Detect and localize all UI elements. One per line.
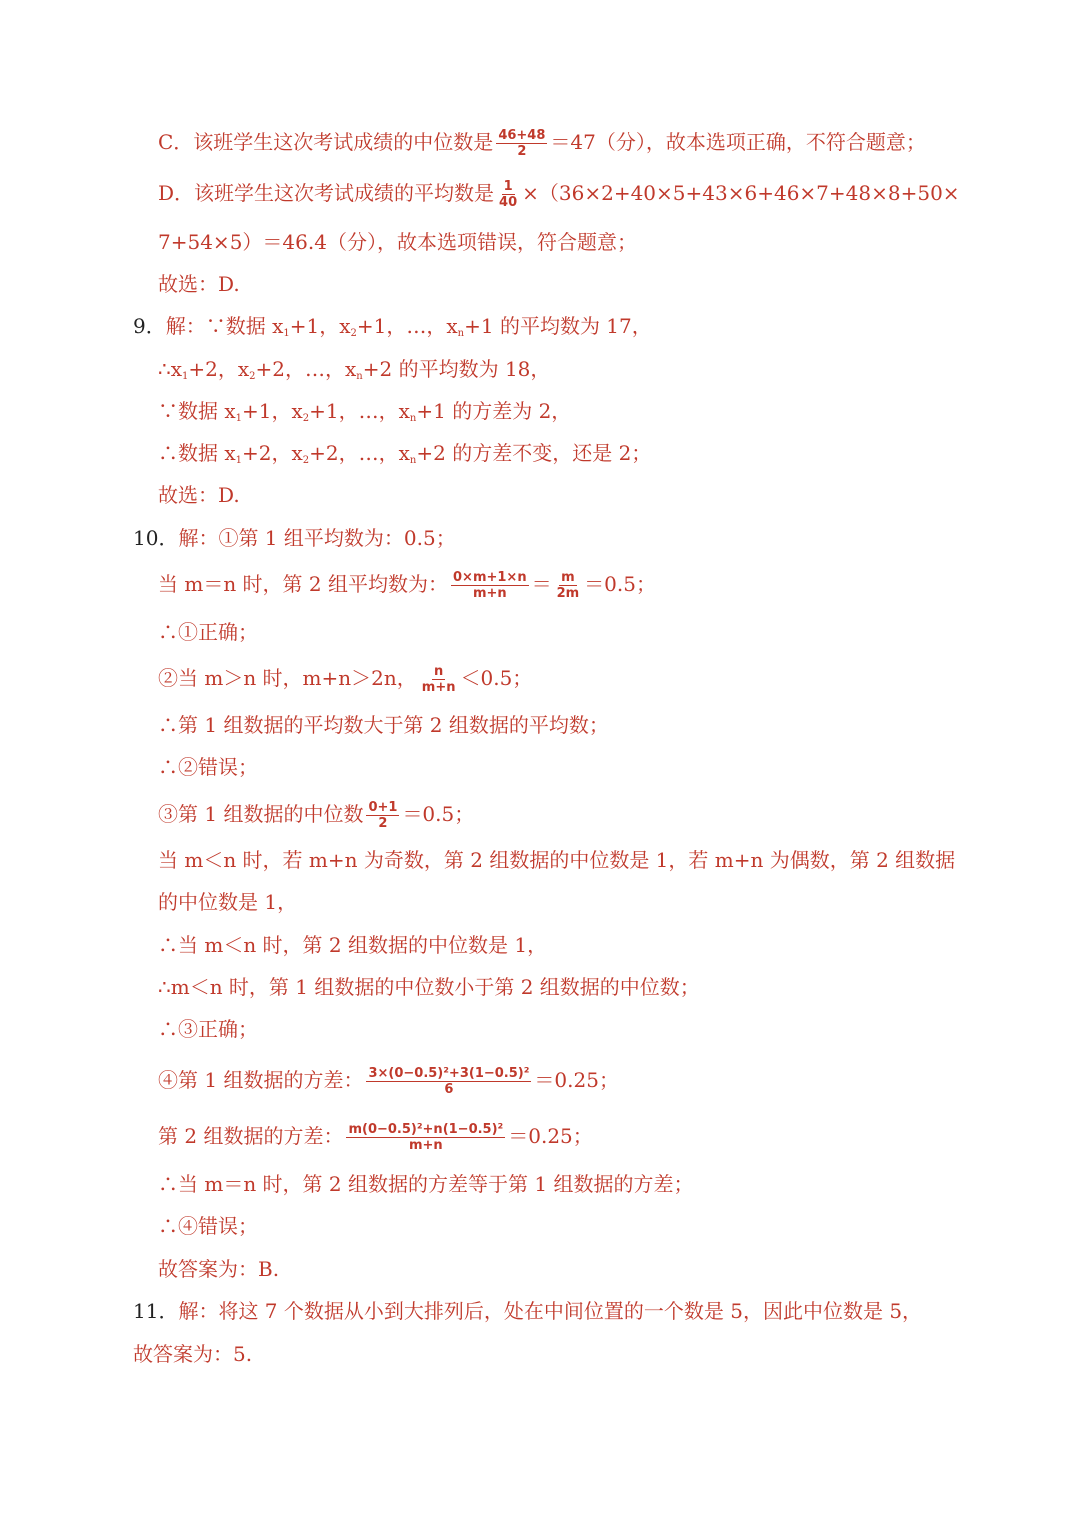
fraction (496, 128, 547, 159)
fraction (366, 1066, 531, 1097)
text: ×（36×2+40×5+43×6+46×7+48×8+50× (522, 181, 960, 205)
line-q10-3: ∴①正确； (158, 620, 258, 644)
text: +2 的方差不变，还是 2； (416, 441, 652, 465)
numerator: 0+1 (368, 800, 398, 815)
subscript: n (409, 455, 417, 466)
subscript: n (356, 371, 363, 382)
subscript: 2 (302, 413, 310, 424)
text: +2 的平均数为 18， (362, 357, 551, 381)
text: ②当 m＞n 时，m+n＞2n， (158, 666, 417, 690)
question-number: 10． (133, 526, 179, 550)
text: ＜0.5； (460, 666, 533, 690)
line-q9-3 (158, 396, 571, 426)
question-number: 11． (133, 1299, 179, 1323)
subscript: 1 (235, 413, 243, 424)
line-option-d-cont: 7+54×5）＝46.4（分），故本选项错误，符合题意； (158, 230, 637, 254)
line-answer-9: 故选：D. (158, 483, 240, 507)
text: ④第 1 组数据的方差： (158, 1068, 364, 1092)
numerator: n (434, 664, 444, 679)
subscript: 1 (182, 371, 189, 382)
question-number: 9． (133, 314, 166, 338)
text: ＝0.5； (402, 802, 475, 826)
line-q9 (133, 311, 652, 341)
line-q10-9: 的中位数是 1， (158, 890, 298, 914)
denominator: m+n (421, 680, 456, 695)
line-q10-5: ∴第 1 组数据的平均数大于第 2 组数据的平均数； (158, 713, 609, 737)
text: +2，…，x (309, 441, 410, 465)
subscript: 1 (235, 455, 243, 466)
text: 当 m＝n 时，第 2 组平均数为： (158, 572, 448, 596)
line-answer-10: 故答案为：B. (158, 1257, 280, 1281)
line-q10-7 (158, 799, 474, 831)
text: ③第 1 组数据的中位数 (158, 802, 364, 826)
text: +2，…，x (255, 357, 357, 381)
fraction (346, 1122, 505, 1153)
line-answer-11: 故答案为：5. (133, 1342, 253, 1366)
line-option-d (158, 178, 960, 210)
text: +1，x (289, 314, 351, 338)
text: 第 2 组数据的方差： (158, 1124, 344, 1148)
text: D．该班学生这次考试成绩的平均数是 (158, 181, 495, 205)
numerator: 0×m+1×n (453, 570, 527, 585)
denominator: 2 (517, 144, 527, 159)
numerator: m(0−0.5)²+n(1−0.5)² (348, 1122, 504, 1137)
denominator: m+n (408, 1138, 443, 1153)
fraction (555, 570, 582, 601)
subscript: n (409, 413, 417, 424)
subscript: 2 (350, 328, 357, 339)
subscript: 2 (302, 455, 310, 466)
line-q10-2 (158, 569, 656, 601)
line-q10-10: ∴当 m＜n 时，第 2 组数据的中位数是 1， (158, 933, 548, 957)
line-q9-2 (158, 354, 550, 384)
numerator: 46+48 (498, 128, 546, 143)
line-q10-15: ∴当 m＝n 时，第 2 组数据的方差等于第 1 组数据的方差； (158, 1172, 694, 1196)
line-option-c (158, 127, 926, 159)
text: ＝0.5； (584, 572, 656, 596)
subscript: 1 (283, 328, 290, 339)
text: ∴数据 x (158, 441, 236, 465)
denominator: 2m (556, 586, 580, 601)
text: 解：∵数据 x (165, 314, 284, 338)
fraction (420, 664, 458, 695)
numerator: m (561, 570, 575, 585)
line-q11 (133, 1296, 922, 1326)
text: ∵数据 x (158, 399, 236, 423)
text: ＝47（分），故本选项正确，不符合题意； (550, 130, 926, 154)
denominator: 6 (444, 1082, 454, 1097)
subscript: n (457, 328, 465, 339)
fraction (366, 800, 399, 831)
text: ＝0.25； (534, 1068, 619, 1092)
line-q10-16: ∴④错误； (158, 1214, 258, 1238)
line-q10 (133, 523, 456, 553)
text: ＝ (531, 572, 552, 596)
line-q10-13 (158, 1065, 619, 1097)
text: ∴x (158, 357, 183, 381)
line-answer-8: 故选：D. (158, 272, 240, 296)
text: +1 的方差为 2， (416, 399, 572, 423)
line-q10-14 (158, 1121, 593, 1153)
numerator: 3×(0−0.5)²+3(1−0.5)² (368, 1066, 530, 1081)
numerator: 1 (503, 179, 513, 194)
text: +1，…，x (309, 399, 410, 423)
line-q10-12: ∴③正确； (158, 1017, 258, 1041)
line-q10-8: 当 m＜n 时，若 m+n 为奇数，第 2 组数据的中位数是 1，若 m+n 为偶数，第 2 组数据 (158, 848, 956, 872)
text: +2，x (242, 441, 303, 465)
denominator: m+n (472, 586, 507, 601)
text: +2，x (188, 357, 250, 381)
fraction (451, 570, 529, 601)
line-q10-6: ∴②错误； (158, 755, 258, 779)
text: 解：将这 7 个数据从小到大排列后，处在中间位置的一个数是 5，因此中位数是 5， (178, 1299, 923, 1323)
line-q10-4 (158, 663, 532, 695)
text: ＝0.25； (508, 1124, 593, 1148)
denominator: 2 (378, 816, 388, 831)
line-q9-4 (158, 438, 651, 468)
line-q10-11: ∴m＜n 时，第 1 组数据的中位数小于第 2 组数据的中位数； (158, 975, 700, 999)
text: +1，…，x (356, 314, 458, 338)
text: 解：①第 1 组平均数为：0.5； (178, 526, 456, 550)
subscript: 2 (249, 371, 256, 382)
fraction (497, 179, 519, 210)
text: +1 的平均数为 17， (464, 314, 652, 338)
denominator: 40 (499, 195, 518, 210)
text: C．该班学生这次考试成绩的中位数是 (158, 130, 494, 154)
text: +1，x (242, 399, 303, 423)
